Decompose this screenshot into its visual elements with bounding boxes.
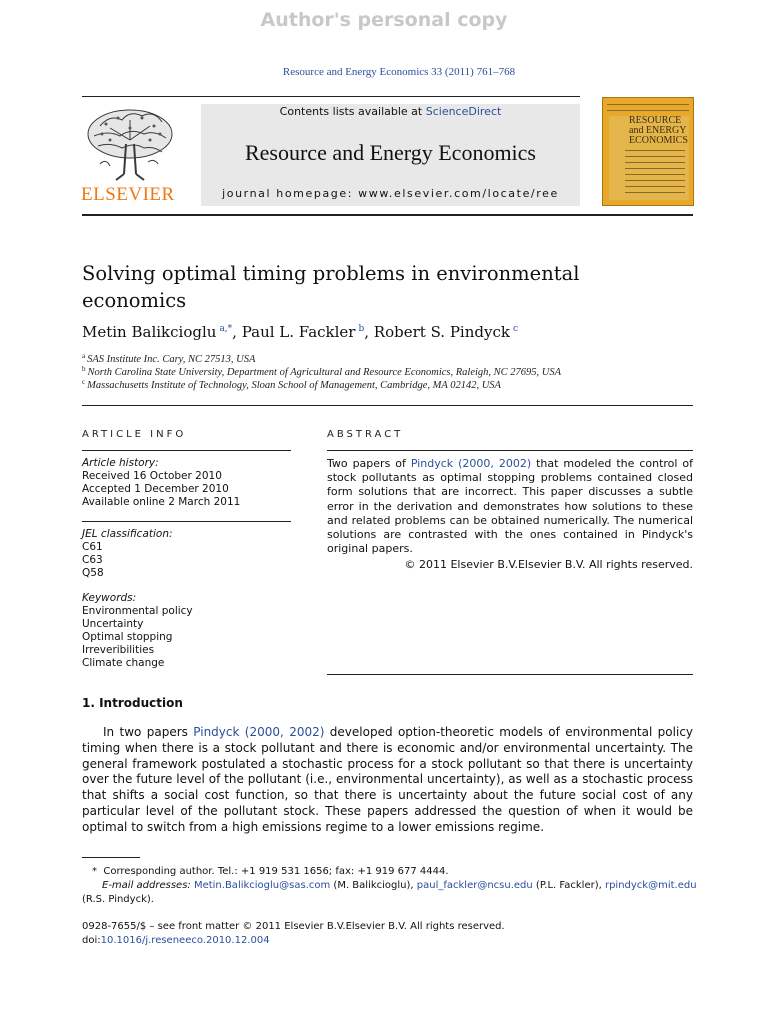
affiliation: $^a$ SAS Institute Inc. Cary, NC 27513, USA	[82, 352, 256, 365]
abstract-copyright: © 2011 Elsevier B.V.Elsevier B.V. All rights reserved.	[404, 558, 693, 571]
cover-title: RESOURCE and ENERGY ECONOMICS	[629, 115, 688, 146]
reference-link[interactable]: Pindyck (2000, 2002)	[410, 457, 532, 470]
doi-link[interactable]: 10.1016/j.reseneeco.2010.12.004	[100, 935, 270, 946]
jel-code: Q58	[82, 567, 104, 579]
footnote-separator	[82, 857, 140, 858]
section-heading-introduction: 1. Introduction	[82, 696, 183, 710]
abstract-rule	[327, 450, 693, 451]
contents-line	[201, 105, 580, 118]
abstract-heading: ABSTRACT	[327, 429, 404, 440]
journal-homepage[interactable]: journal homepage: www.elsevier.com/locate/ree	[222, 187, 559, 200]
doi-line: doi:10.1016/j.reseneeco.2010.12.004	[82, 935, 270, 946]
author-list: Metin Balikcioglu $^{a,*}$, Paul L. Fackler $^b$, Robert S. Pindyck $^c$	[82, 323, 519, 341]
introduction-paragraph: In two papers Pindyck (2000, 2002) developed option-theoretic models of environmental policy timing when there is a stock pollutant and there is economic and/or environmental uncertainty. The general framework postulated a stochastic process for a stock pollutant so that there is uncertainty over the future level of the pollutant (i.e., environmental uncertainty), as well as a stochastic process that shifts a social cost function, so that there is uncertainty about the future social cost of any particular level of the pollutant stock. These papers addressed the question of when it would be optimal to switch from a high emissions regime to a lower emissions regime.	[82, 725, 694, 834]
author-name: Metin Balikcioglu	[82, 323, 217, 341]
watermark: Author's personal copy	[260, 9, 508, 31]
email-addresses-cont: (R.S. Pindyck).	[82, 894, 154, 905]
keyword: Climate change	[82, 657, 165, 669]
email-link[interactable]: paul_fackler@ncsu.edu	[416, 880, 533, 891]
email-link[interactable]: rpindyck@mit.edu	[604, 880, 697, 891]
journal-citation-link[interactable]: Resource and Energy Economics 33 (2011) 761–768	[282, 66, 516, 78]
author-affiliation-mark[interactable]: a,*	[219, 324, 233, 334]
keyword: Optimal stopping	[82, 631, 173, 643]
elsevier-wordmark: ELSEVIER	[81, 184, 175, 205]
reference-link[interactable]: Pindyck (2000, 2002)	[193, 725, 325, 739]
author-affiliation-mark[interactable]: c	[512, 324, 519, 334]
article-info-heading: ARTICLE INFO	[82, 429, 187, 440]
abstract-text: Two papers of Pindyck (2000, 2002) that modeled the control of stock pollutants as optimal stopping problems contained closed form solutions that are incorrect. This paper discusses a subtle error in the derivation and demonstrates how solutions to these and related problems can be obtained numerically. The numerical solutions are contrasted with the ones contained in Pindyck's original papers.	[327, 457, 694, 556]
header-divider	[82, 405, 693, 406]
history-item: Received 16 October 2010	[82, 470, 222, 482]
article-title: Solving optimal timing problems in environmental economics	[82, 262, 580, 312]
keyword: Irreveribilities	[82, 644, 155, 656]
jel-code: C61	[82, 541, 103, 553]
history-item: Available online 2 March 2011	[82, 496, 241, 508]
keyword: Uncertainty	[82, 618, 144, 630]
article-history-label: Article history:	[82, 457, 159, 469]
abstract-bottom-rule	[327, 674, 693, 675]
corresponding-author-note: * Corresponding author. Tel.: +1 919 531 1656; fax: +1 919 677 4444.	[92, 866, 449, 877]
journal-name: Resource and Energy Economics	[244, 140, 536, 165]
email-link[interactable]: Metin.Balikcioglu@sas.com	[193, 880, 331, 891]
affiliation: $^c$ Massachusetts Institute of Technology, Sloan School of Management, Cambridge, MA 02142, USA	[82, 378, 501, 391]
sciencedirect-link[interactable]: ScienceDirect	[425, 105, 502, 118]
jel-code: C63	[82, 554, 103, 566]
front-matter-line: 0928-7655/$ – see front matter © 2011 Elsevier B.V.Elsevier B.V. All rights reserved.	[82, 921, 505, 932]
keywords-label: Keywords:	[82, 592, 137, 604]
masthead-bottom-rule	[82, 214, 693, 216]
contents-prefix: Contents lists available at	[279, 105, 426, 118]
affiliation: $^b$ North Carolina State University, Department of Agricultural and Resource Economics, Raleigh, NC 27695, USA	[82, 365, 562, 378]
elsevier-tree-logo	[80, 104, 180, 184]
article-info-rule	[82, 521, 291, 522]
history-item: Accepted 1 December 2010	[82, 483, 229, 495]
email-addresses: E-mail addresses: Metin.Balikcioglu@sas.com (M. Balikcioglu), paul_fackler@ncsu.edu (P.L. Fackler), rpindyck@mit.edu	[102, 880, 697, 891]
author-name: Paul L. Fackler	[241, 323, 356, 341]
article-info-rule	[82, 450, 291, 451]
keyword: Environmental policy	[82, 605, 193, 617]
author-affiliation-mark[interactable]: b	[358, 324, 365, 334]
jel-label: JEL classification:	[82, 528, 173, 540]
masthead-top-rule	[82, 96, 580, 97]
journal-cover-image	[602, 97, 694, 206]
author-name: Robert S. Pindyck	[373, 323, 510, 341]
